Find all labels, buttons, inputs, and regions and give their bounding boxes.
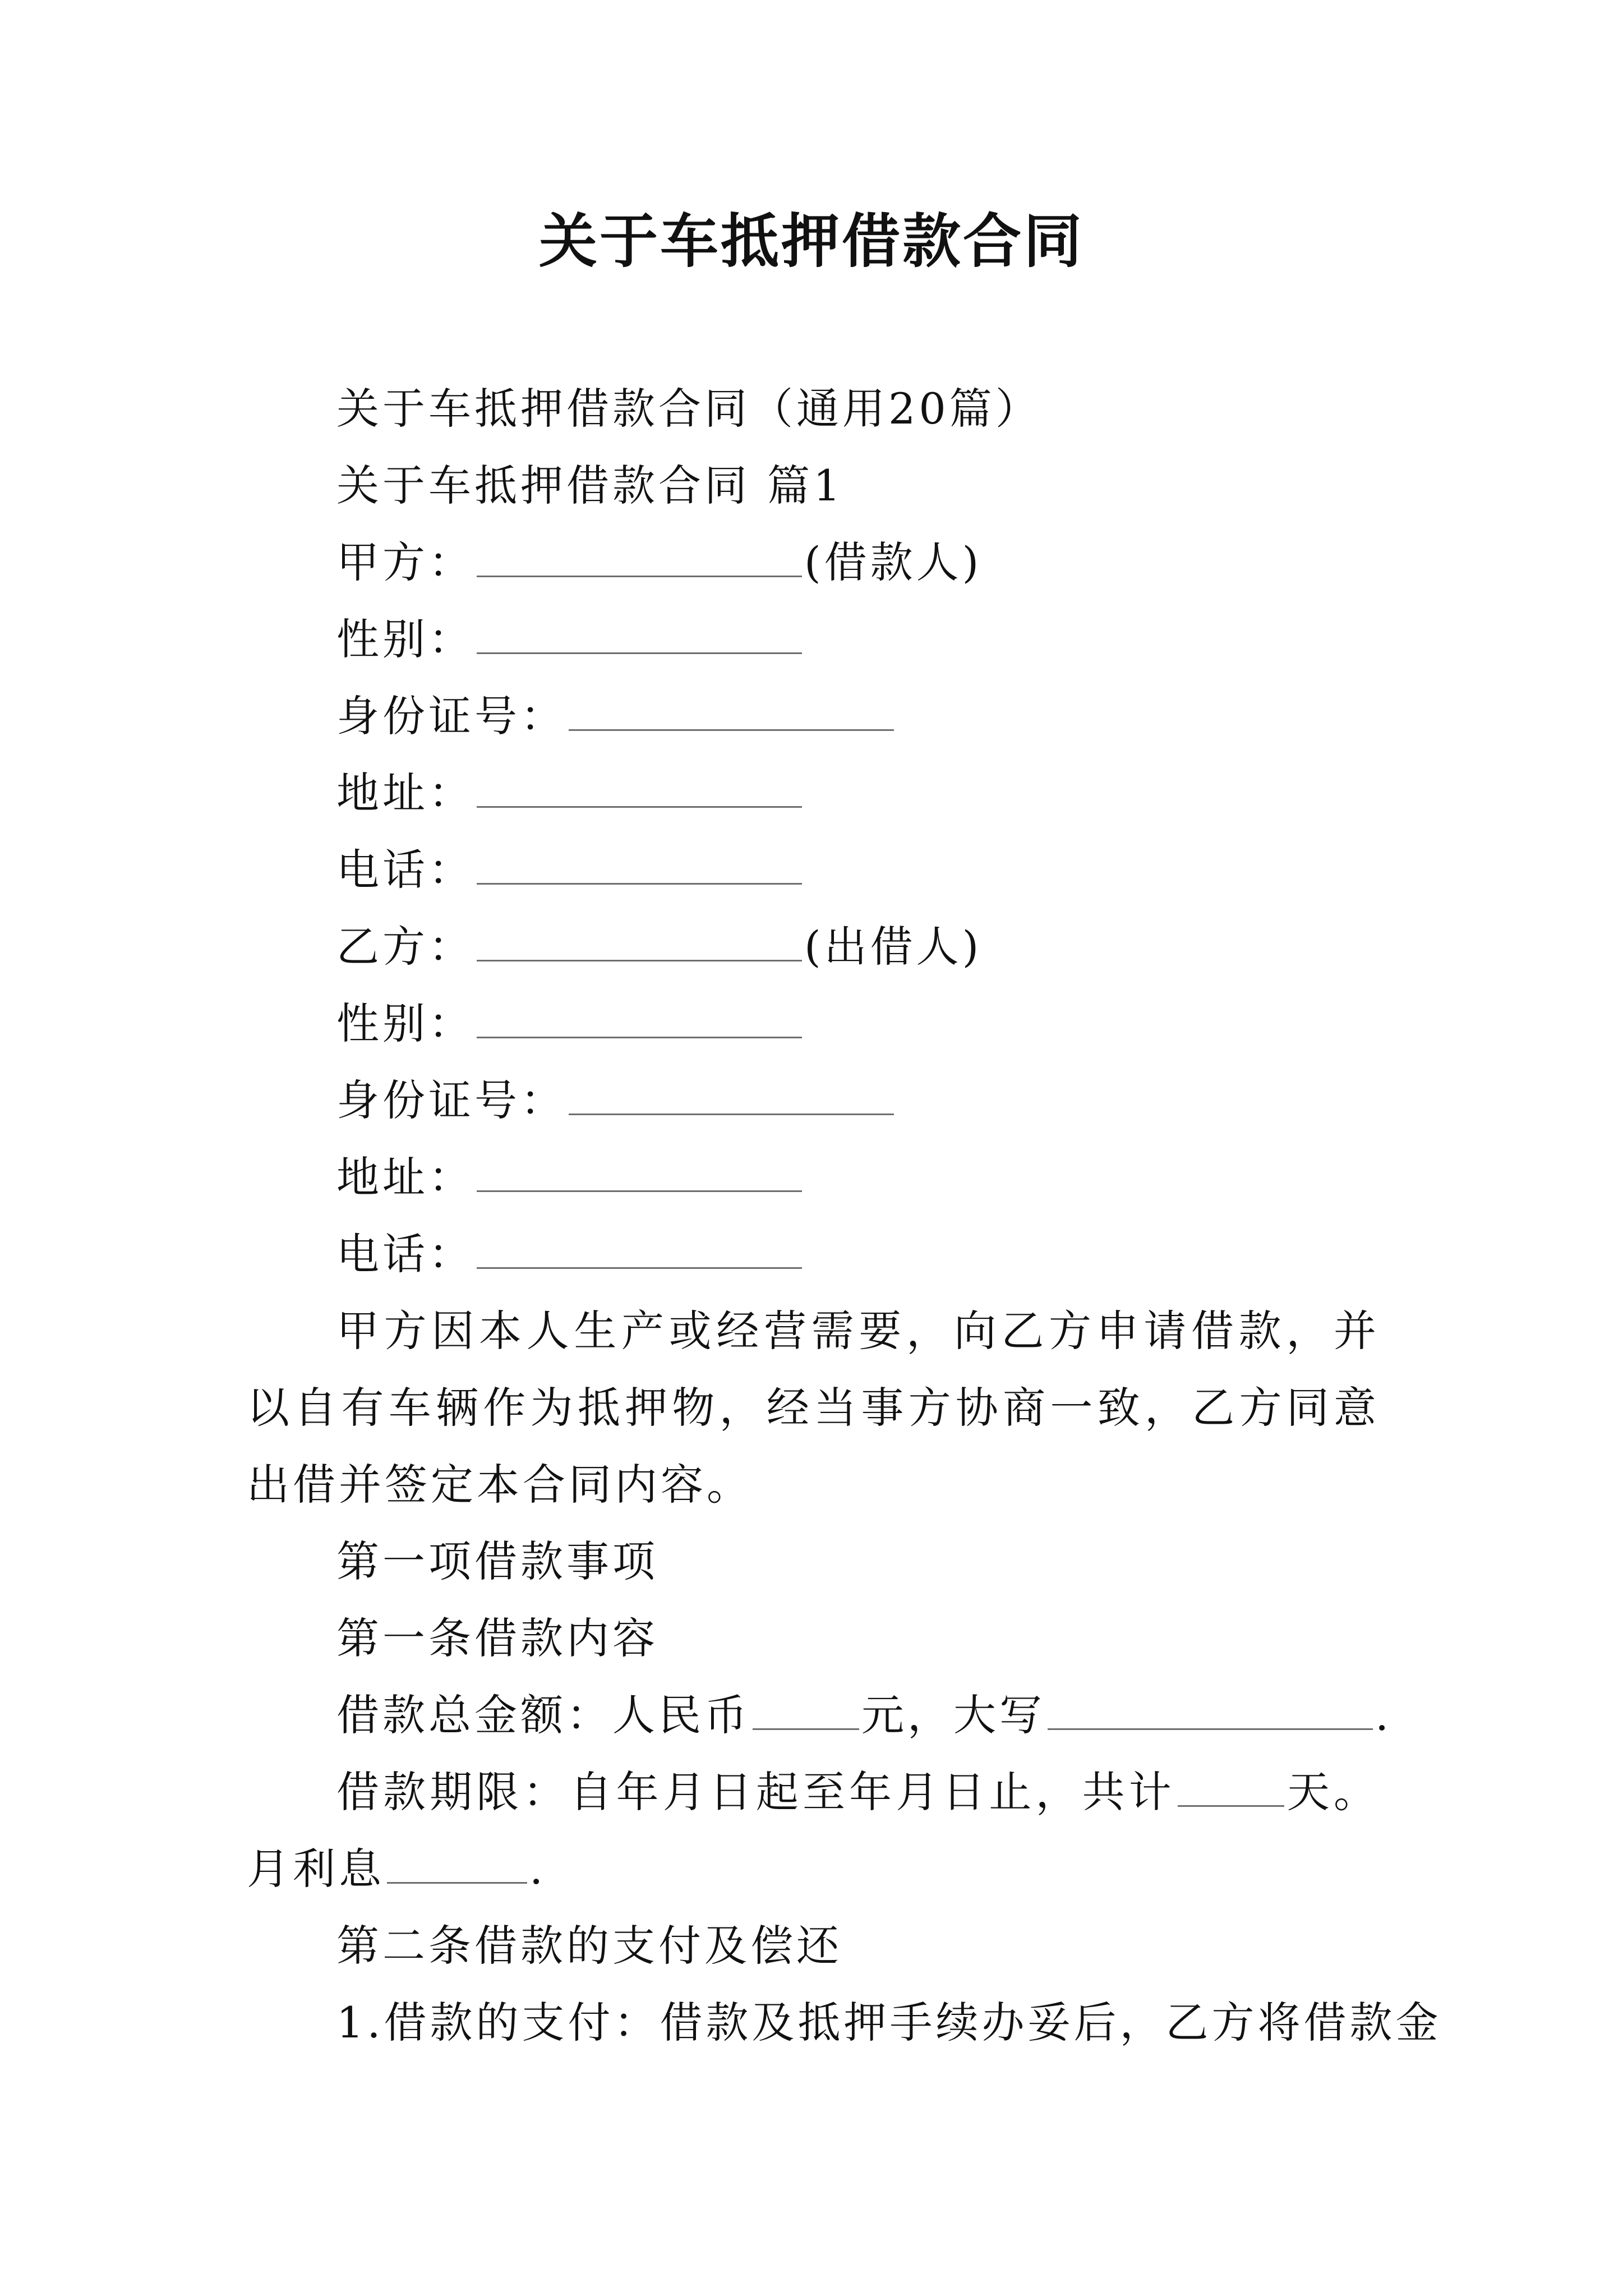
phone-label: 电话： xyxy=(336,845,474,895)
party-a-id-line xyxy=(247,678,1380,754)
party-b-id-line xyxy=(247,1062,1380,1139)
term-mid: 天。月利息 xyxy=(247,1767,1380,1894)
collection-heading: 关于车抵押借款合同（通用20篇） xyxy=(336,384,1041,434)
phone-label: 电话： xyxy=(336,1229,474,1279)
amount-end: . xyxy=(1375,1690,1393,1740)
party-a-label: 甲方： xyxy=(336,537,474,587)
address-label: 地址： xyxy=(336,768,474,818)
party-b-label: 乙方： xyxy=(336,922,474,972)
amount-words-blank xyxy=(1048,1696,1373,1730)
loan-amount-line xyxy=(247,1677,1393,1754)
party-b-blank xyxy=(477,927,802,961)
id-blank xyxy=(569,1081,894,1115)
article-heading: 第一条借款内容 xyxy=(336,1613,658,1663)
party-a-blank xyxy=(477,543,802,577)
party-a-address-line xyxy=(247,754,1380,831)
intro-paragraph: 甲方因本人生产或经营需要，向乙方申请借款，并以自有车辆作为抵押物，经当事方协商一致，乙方同意出借并签定本合同内容。 xyxy=(247,1306,1380,1510)
party-a-role: (借款人) xyxy=(804,537,983,587)
gender-blank xyxy=(477,620,802,654)
party-a-gender-line xyxy=(247,601,1380,678)
address-label: 地址： xyxy=(336,1152,474,1202)
party-b-gender-line xyxy=(247,985,1380,1062)
address-blank xyxy=(477,1158,802,1192)
interest-blank xyxy=(387,1849,527,1884)
article-heading: 第二条借款的支付及偿还 xyxy=(336,1921,842,1971)
gender-label: 性别： xyxy=(336,614,474,664)
party-a-phone-line xyxy=(247,831,1380,908)
part-heading: 关于车抵押借款合同 篇1 xyxy=(336,461,844,510)
party-a-line xyxy=(247,524,1380,601)
payment-line: 1.借款的支付：借款及抵押手续办妥后，乙方将借款金 xyxy=(336,1998,1442,2047)
id-label: 身份证号： xyxy=(336,691,566,741)
section-heading: 第一项借款事项 xyxy=(336,1536,658,1586)
document-title: 关于车抵押借款合同 xyxy=(538,206,1084,275)
phone-blank xyxy=(477,850,802,885)
amount-prefix: 借款总金额：人民币 xyxy=(336,1690,750,1740)
party-b-phone-line xyxy=(247,1216,1380,1292)
party-b-line xyxy=(247,908,1380,985)
gender-label: 性别： xyxy=(336,999,474,1048)
loan-term-paragraph xyxy=(247,1754,1380,1907)
phone-blank xyxy=(477,1235,802,1269)
gender-blank xyxy=(477,1004,802,1038)
term-prefix: 借款期限：自年月日起至年月日止，共计 xyxy=(336,1767,1175,1817)
party-b-role: (出借人) xyxy=(804,922,983,972)
party-b-address-line xyxy=(247,1139,1380,1216)
document-body xyxy=(247,370,1442,2061)
amount-mid: 元，大写 xyxy=(861,1690,1045,1740)
term-days-blank xyxy=(1178,1773,1284,1807)
id-blank xyxy=(569,697,894,731)
address-blank xyxy=(477,774,802,808)
term-end: . xyxy=(529,1844,547,1894)
id-label: 身份证号： xyxy=(336,1075,566,1125)
amount-blank xyxy=(753,1696,859,1730)
